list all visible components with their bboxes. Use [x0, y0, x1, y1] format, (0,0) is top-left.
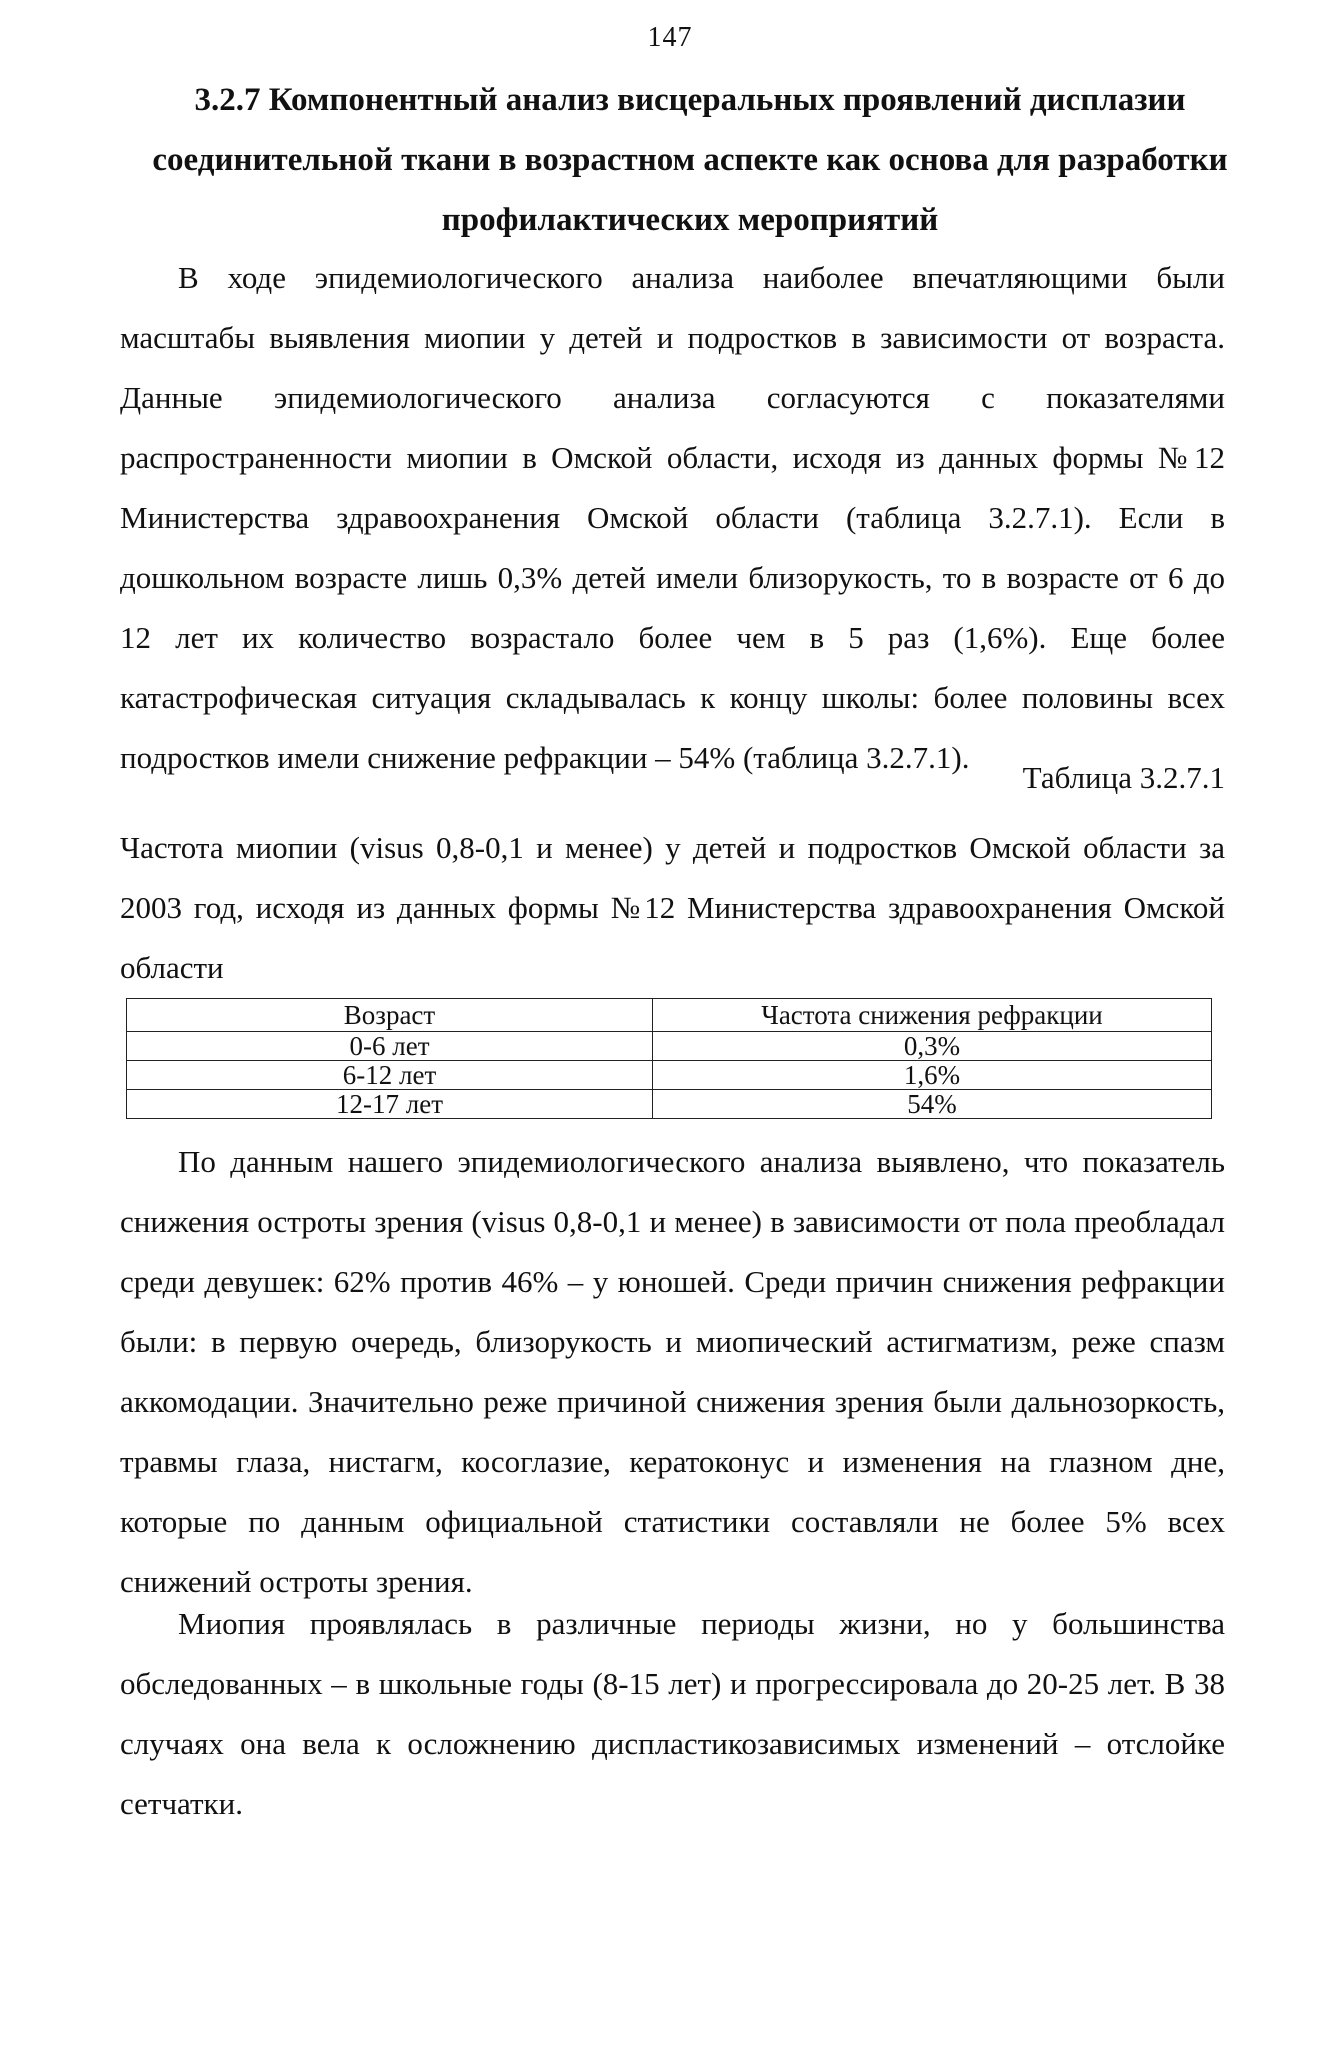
table-cell-frequency: 1,6% — [653, 1061, 1212, 1090]
table-cell-age: 6-12 лет — [127, 1061, 653, 1090]
table-row — [127, 1032, 1212, 1061]
table-cell-age: 12-17 лет — [127, 1090, 653, 1119]
table-row — [127, 1061, 1212, 1090]
data-table — [126, 998, 1212, 1119]
table-row — [127, 1090, 1212, 1119]
paragraph-final: Миопия проявлялась в различные периоды жизни, но у большинства обследованных – в школьные годы (8-15 лет) и прогрессировала до 20-25 лет. В 38 случаях она вела к осложнению диспластикозависимых изменений – отслойке сетчатки. — [120, 1606, 1225, 1821]
table-label: Таблица 3.2.7.1 — [1022, 760, 1225, 795]
section-title: 3.2.7 Компонентный анализ висцеральных проявлений дисплазии соединительной ткани в возрастном аспекте как основа для разработки профилактических мероприятий — [152, 82, 1228, 238]
table-cell-frequency: 0,3% — [653, 1032, 1212, 1061]
table-header-row — [127, 999, 1212, 1032]
table-caption: Частота миопии (visus 0,8-0,1 и менее) у детей и подростков Омской области за 2003 год, исходя из данных формы №12 Министерства здравоохранения Омской области — [120, 830, 1225, 985]
table-cell-frequency: 54% — [653, 1090, 1212, 1119]
paragraph-intro: В ходе эпидемиологического анализа наиболее впечатляющими были масштабы выявления миопии у детей и подростков в зависимости от возраста. Данные эпидемиологического анализа согласуются с показателями распространенности миопии в Омской области, исходя из данных формы №12 Министерства здравоохранения Омской области (таблица 3.2.7.1). Если в дошкольном возрасте лишь 0,3% детей имели близорукость, то в возрасте от 6 до 12 лет их количество возрастало более чем в 5 раз (1,6%). Еще более катастрофическая ситуация складывалась к концу школы: более половины всех подростков имели снижение рефракции – 54% (таблица 3.2.7.1). — [120, 260, 1225, 775]
paragraph-after-table: По данным нашего эпидемиологического анализа выявлено, что показатель снижения остроты зрения (visus 0,8-0,1 и менее) в зависимости от пола преобладал среди девушек: 62% против 46% – у юношей. Среди причин снижения рефракции были: в первую очередь, близорукость и миопический астигматизм, реже спазм аккомодации. Значительно реже причиной снижения зрения были дальнозоркость, травмы глаза, нистагм, косоглазие, кератоконус и изменения на глазном дне, которые по данным официальной статистики составляли не более 5% всех снижений остроты зрения. — [120, 1144, 1225, 1599]
page-number: 147 — [647, 22, 693, 53]
table-header-frequency: Частота снижения рефракции — [653, 999, 1212, 1032]
table-cell-age: 0-6 лет — [127, 1032, 653, 1061]
table-header-age: Возраст — [127, 999, 653, 1032]
